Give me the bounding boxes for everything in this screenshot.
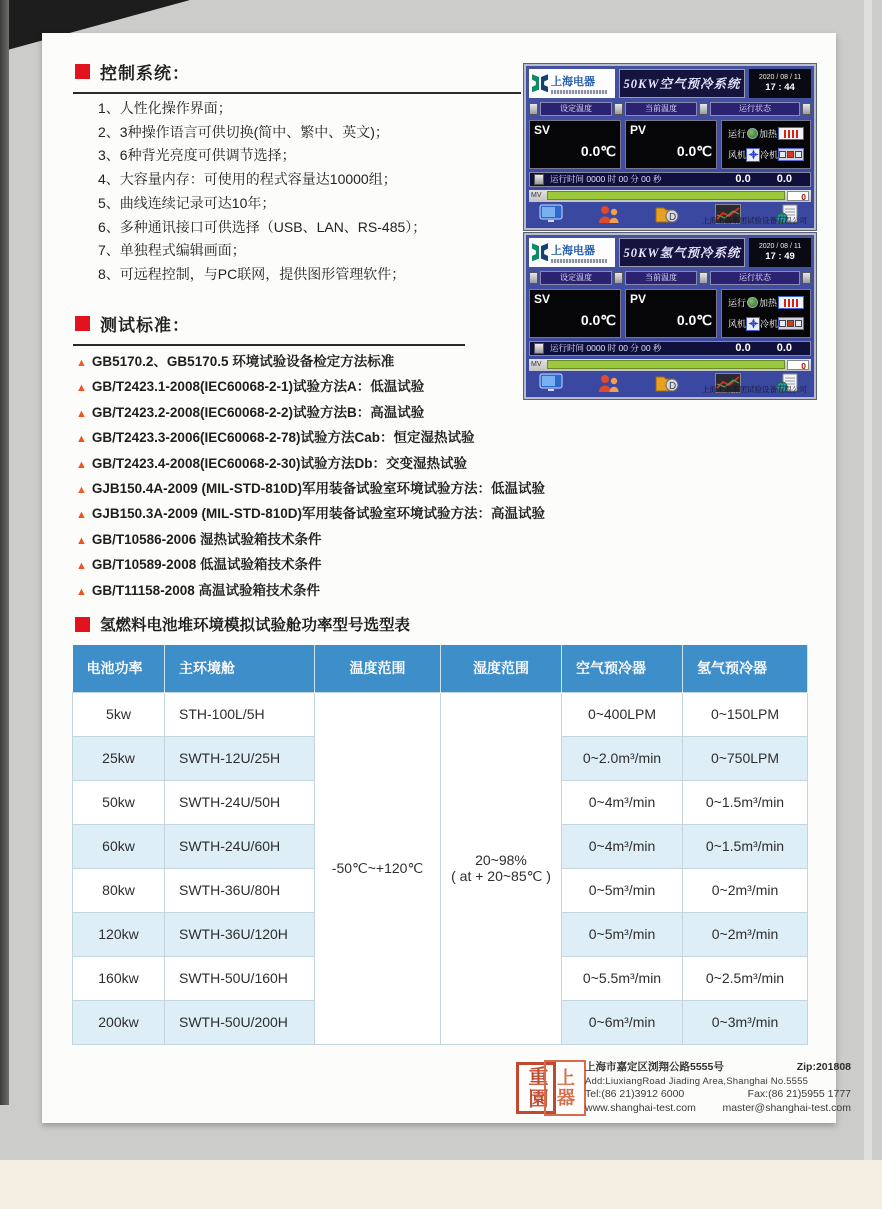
footer-address-cn: 上海市嘉定区浏翔公路5555号 xyxy=(585,1061,724,1073)
standard-item: GB/T2423.1-2008(IEC60068-2-1)试验方法A：低温试验 xyxy=(91,379,425,395)
mv-value: 0 xyxy=(787,191,809,201)
tab-run-status[interactable]: 运行状态 xyxy=(710,271,800,285)
standard-item: GB/T11158-2008 高温试验箱技术条件 xyxy=(91,582,320,598)
tab-end-cap[interactable] xyxy=(699,272,708,284)
fan-label: 风机 xyxy=(728,319,747,330)
run-label: 运行 xyxy=(728,129,747,140)
triangle-bullet-icon: ▲ xyxy=(76,560,87,573)
col-header-temp: 温度范围 xyxy=(315,645,441,692)
runtime-value-2: 0.0 xyxy=(776,173,792,186)
status-panel xyxy=(721,120,811,169)
screen-brand-logo xyxy=(529,69,615,98)
mv-label: MV xyxy=(531,361,542,369)
triangle-bullet-icon: ▲ xyxy=(76,509,87,522)
run-label: 运行 xyxy=(728,298,747,309)
fan-label: 风机 xyxy=(728,150,747,161)
screen-datetime xyxy=(749,69,811,98)
screen-title: 50KW空气预冷系统 xyxy=(619,69,745,98)
cooler-icon xyxy=(778,148,804,161)
run-led-icon xyxy=(747,128,758,139)
program-folder-icon[interactable] xyxy=(655,373,681,393)
col-header-h2-precooler: 氢气预冷器 xyxy=(683,645,808,692)
table-row: 80kw SWTH-36U/80H 0~5m³/min 0~2m³/min xyxy=(73,868,808,912)
mv-value: 0 xyxy=(787,360,809,370)
tab-end-cap[interactable] xyxy=(802,103,811,115)
heading-underline xyxy=(73,344,465,346)
scan-edge-strip xyxy=(0,0,9,1105)
section-title: 控制系统： xyxy=(100,64,190,83)
tab-end-cap[interactable] xyxy=(699,103,708,115)
table-row: 5kw STH-100L/5H -50℃~+120℃ 20~98% ( at + 20~85℃ ) 0~400LPM 0~150LPM xyxy=(73,692,808,736)
status-panel xyxy=(721,289,811,338)
users-icon[interactable] xyxy=(597,204,621,224)
footer-contact-block xyxy=(585,1061,851,1115)
sv-value: 0.0℃ xyxy=(580,142,616,159)
footer-fax: Fax:(86 21)5955 1777 xyxy=(747,1088,851,1100)
pv-label: PV xyxy=(630,122,647,137)
cooler-label: 冷机 xyxy=(760,319,779,330)
list-item: 3、6种背光亮度可供调节选择； xyxy=(98,147,296,164)
cooler-icon xyxy=(778,317,804,330)
sv-label: SV xyxy=(534,291,551,306)
sv-label: SV xyxy=(534,122,551,137)
tab-set-temp[interactable]: 设定温度 xyxy=(540,271,612,285)
mv-bar xyxy=(529,190,811,202)
heater-icon xyxy=(778,296,804,309)
mv-progress xyxy=(547,191,785,200)
sv-panel xyxy=(529,289,621,338)
brochure-page xyxy=(42,33,851,1123)
fan-icon xyxy=(746,148,760,162)
users-icon[interactable] xyxy=(597,373,621,393)
triangle-bullet-icon: ▲ xyxy=(76,433,87,446)
sv-panel xyxy=(529,120,621,169)
footer-zip: Zip:201808 xyxy=(796,1061,851,1073)
screen-datetime xyxy=(749,238,811,267)
triangle-bullet-icon: ▲ xyxy=(76,407,87,420)
runtime-text: 运行时间 0000 时 00 分 00 秒 xyxy=(550,174,662,185)
pv-label: PV xyxy=(630,291,647,306)
section-title: 测试标准： xyxy=(100,316,190,335)
red-square-bullet-icon xyxy=(75,316,90,331)
test-standards-heading xyxy=(75,311,190,336)
temp-range-cell: -50℃~+120℃ xyxy=(315,692,441,1044)
col-header-chamber: 主环境舱 xyxy=(165,645,315,692)
controller-screen-hydrogen xyxy=(524,233,816,399)
svg-text:D: D xyxy=(669,381,677,392)
svg-text:D: D xyxy=(669,212,677,223)
runtime-value-1: 0.0 xyxy=(735,342,751,355)
triangle-bullet-icon: ▲ xyxy=(76,458,87,471)
runtime-bar xyxy=(529,341,811,355)
table-row: 120kw SWTH-36U/120H 0~5m³/min 0~2m³/min xyxy=(73,912,808,956)
heading-underline xyxy=(73,92,521,94)
brand-logo-text: 上海电器 xyxy=(551,244,595,257)
triangle-bullet-icon: ▲ xyxy=(76,357,87,369)
col-header-power: 电池功率 xyxy=(73,645,165,692)
runtime-value-1: 0.0 xyxy=(735,173,751,186)
standard-item: GJB150.3A-2009 (MIL-STD-810D)军用装备试验室环境试验方法：高温试验 xyxy=(91,506,545,522)
triangle-bullet-icon: ▲ xyxy=(76,585,87,598)
footer-address-en: Add:LiuxiangRoad Jiading Area,Shanghai No.5555 xyxy=(585,1075,809,1087)
screen-date: 2020 / 08 / 11 xyxy=(758,73,802,81)
red-square-bullet-icon xyxy=(75,617,90,632)
list-item: 6、多种通讯接口可供选择（USB、LAN、RS-485）； xyxy=(98,218,427,235)
screen-toolbar xyxy=(529,202,811,228)
screen-company-name: 上海上器集团试验设备有限公司 xyxy=(702,216,807,225)
table-header-row xyxy=(73,645,808,692)
tab-run-status[interactable]: 运行状态 xyxy=(710,102,800,116)
footer-tel: Tel:(86 21)3912 6000 xyxy=(585,1088,685,1100)
col-header-air-precooler: 空气预冷器 xyxy=(562,645,683,692)
heater-icon xyxy=(778,127,804,140)
screen-time: 17 : 44 xyxy=(765,81,795,93)
table-title: 氢燃料电池堆环境模拟试验舱功率型号选型表 xyxy=(100,617,411,634)
screen-toolbar xyxy=(529,371,811,397)
runtime-bar xyxy=(529,172,811,186)
program-folder-icon[interactable] xyxy=(655,204,681,224)
scan-right-streak xyxy=(864,0,872,1160)
control-system-heading xyxy=(75,59,190,84)
list-item: 2、3种操作语言可供切换(简中、繁中、英文)； xyxy=(98,123,389,140)
company-seal xyxy=(516,1060,596,1120)
scan-bottom-area xyxy=(0,1160,882,1209)
seal-right-stamp: 上器 xyxy=(544,1060,586,1116)
mv-progress xyxy=(547,360,785,369)
table-row: 200kw SWTH-50U/200H 0~6m³/min 0~3m³/min xyxy=(73,1000,808,1044)
standard-item: GJB150.4A-2009 (MIL-STD-810D)军用装备试验室环境试验方法：低温试验 xyxy=(91,481,545,497)
pv-value: 0.0℃ xyxy=(676,142,712,159)
mv-label: MV xyxy=(531,192,542,200)
brand-logo-icon xyxy=(532,74,548,92)
mv-bar xyxy=(529,359,811,371)
standard-item: GB/T2423.3-2006(IEC60068-2-78)试验方法Cab：恒定湿热试验 xyxy=(91,430,475,446)
tab-end-cap[interactable] xyxy=(529,272,538,284)
red-square-bullet-icon xyxy=(75,64,90,79)
screen-date: 2020 / 08 / 11 xyxy=(758,242,802,250)
tab-set-temp[interactable]: 设定温度 xyxy=(540,102,612,116)
screen-title: 50KW氢气预冷系统 xyxy=(619,238,745,267)
standard-item: GB5170.2、GB5170.5 环境试验设备检定方法标准 xyxy=(91,354,395,369)
table-row: 160kw SWTH-50U/160H 0~5.5m³/min 0~2.5m³/min xyxy=(73,956,808,1000)
cooler-label: 冷机 xyxy=(760,150,779,161)
tab-end-cap[interactable] xyxy=(614,103,623,115)
pv-value: 0.0℃ xyxy=(676,311,712,328)
tab-current-temp[interactable]: 当前温度 xyxy=(625,271,697,285)
heat-label: 加热 xyxy=(758,129,777,140)
list-item: 5、曲线连续记录可达10年； xyxy=(98,194,276,211)
control-system-list xyxy=(98,97,426,287)
screen-time: 17 : 49 xyxy=(765,250,795,262)
standard-item: GB/T10589-2008 低温试验箱技术条件 xyxy=(91,557,322,573)
list-item: 4、大容量内存：可使用的程式容量达10000组； xyxy=(98,171,397,188)
footer-email[interactable]: master@shanghai-test.com xyxy=(722,1101,851,1114)
table-row: 50kw SWTH-24U/50H 0~4m³/min 0~1.5m³/min xyxy=(73,780,808,824)
tab-end-cap[interactable] xyxy=(802,272,811,284)
list-item: 8、可远程控制，与PC联网，提供图形管理软件； xyxy=(98,265,406,282)
tab-current-temp[interactable]: 当前温度 xyxy=(625,102,697,116)
table-heading xyxy=(75,613,410,635)
runtime-text: 运行时间 0000 时 00 分 00 秒 xyxy=(550,343,662,354)
triangle-bullet-icon: ▲ xyxy=(76,484,87,497)
monitor-icon[interactable] xyxy=(539,204,563,224)
table-row: 60kw SWTH-24U/60H 0~4m³/min 0~1.5m³/min xyxy=(73,824,808,868)
standard-item: GB/T2423.2-2008(IEC60068-2-2)试验方法B：高温试验 xyxy=(91,404,425,420)
run-led-icon xyxy=(747,297,758,308)
humidity-range-cell: 20~98% ( at + 20~85℃ ) xyxy=(441,692,562,1044)
standard-item: GB/T10586-2006 湿热试验箱技术条件 xyxy=(91,531,322,547)
tab-end-cap[interactable] xyxy=(614,272,623,284)
model-selection-table xyxy=(72,645,808,1045)
sv-value: 0.0℃ xyxy=(580,311,616,328)
screen-company-name: 上海上器集团试验设备有限公司 xyxy=(702,385,807,394)
pv-panel xyxy=(625,289,717,338)
controller-screen-air xyxy=(524,64,816,230)
tab-end-cap[interactable] xyxy=(529,103,538,115)
brand-logo-text: 上海电器 xyxy=(551,75,595,88)
brand-logo-icon xyxy=(532,243,548,261)
fan-icon xyxy=(746,317,760,331)
pv-panel xyxy=(625,120,717,169)
brand-logo-subtext xyxy=(551,259,607,263)
screen-brand-logo xyxy=(529,238,615,267)
bar-end-cap xyxy=(534,174,544,185)
col-header-humidity: 湿度范围 xyxy=(441,645,562,692)
seal-left-stamp: 重園 xyxy=(516,1062,556,1114)
triangle-bullet-icon: ▲ xyxy=(76,382,87,395)
standard-item: GB/T2423.4-2008(IEC60068-2-30)试验方法Db：交变湿热试验 xyxy=(91,455,468,471)
footer-website[interactable]: www.shanghai-test.com xyxy=(585,1101,696,1114)
list-item: 7、单独程式编辑画面； xyxy=(98,242,246,259)
triangle-bullet-icon: ▲ xyxy=(76,534,87,547)
brand-logo-subtext xyxy=(551,90,607,94)
table-row: 25kw SWTH-12U/25H 0~2.0m³/min 0~750LPM xyxy=(73,736,808,780)
test-standards-list xyxy=(76,350,545,604)
list-item: 1、人性化操作界面； xyxy=(98,100,232,116)
runtime-value-2: 0.0 xyxy=(776,342,792,355)
heat-label: 加热 xyxy=(758,298,777,309)
